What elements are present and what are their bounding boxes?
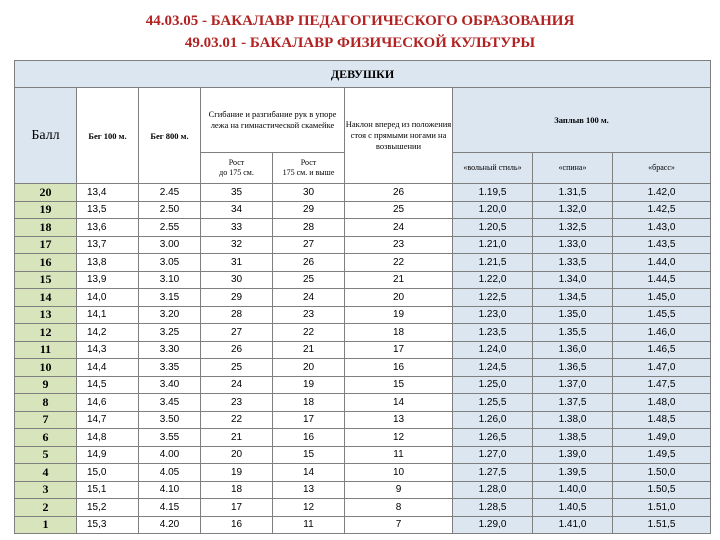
cell-run800: 3.10 [139, 271, 201, 289]
cell-score: 8 [15, 394, 77, 412]
cell-run100: 14,1 [77, 306, 139, 324]
col-bend-header: Наклон вперед из положения стоя с прямыми ногами на возвышении [345, 88, 453, 184]
cell-swim-backstroke: 1.33,0 [533, 236, 613, 254]
cell-bend: 13 [345, 411, 453, 429]
cell-swim-breaststroke: 1.42,5 [613, 201, 711, 219]
cell-swim-freestyle: 1.22,0 [453, 271, 533, 289]
cell-score: 15 [15, 271, 77, 289]
cell-bend: 24 [345, 219, 453, 237]
cell-run800: 2.45 [139, 184, 201, 202]
cell-run100: 15,3 [77, 516, 139, 534]
cell-run100: 15,0 [77, 464, 139, 482]
cell-swim-breaststroke: 1.50,5 [613, 481, 711, 499]
cell-pushup-short: 24 [201, 376, 273, 394]
cell-swim-backstroke: 1.37,0 [533, 376, 613, 394]
cell-swim-breaststroke: 1.48,0 [613, 394, 711, 412]
table-row [15, 359, 711, 377]
cell-pushup-tall: 18 [273, 394, 345, 412]
cell-pushup-short: 33 [201, 219, 273, 237]
cell-bend: 26 [345, 184, 453, 202]
table-row [15, 219, 711, 237]
cell-run100: 14,5 [77, 376, 139, 394]
cell-score: 6 [15, 429, 77, 447]
cell-swim-breaststroke: 1.45,5 [613, 306, 711, 324]
cell-pushup-tall: 15 [273, 446, 345, 464]
cell-run800: 3.35 [139, 359, 201, 377]
cell-swim-breaststroke: 1.45,0 [613, 289, 711, 307]
cell-swim-freestyle: 1.24,0 [453, 341, 533, 359]
cell-swim-breaststroke: 1.43,0 [613, 219, 711, 237]
cell-score: 5 [15, 446, 77, 464]
cell-pushup-tall: 17 [273, 411, 345, 429]
cell-run100: 13,8 [77, 254, 139, 272]
col-score-header: Балл [15, 88, 77, 184]
cell-pushup-tall: 12 [273, 499, 345, 517]
cell-pushup-short: 19 [201, 464, 273, 482]
table-row [15, 341, 711, 359]
cell-score: 10 [15, 359, 77, 377]
col-run100-header: Бег 100 м. [77, 88, 139, 184]
cell-bend: 16 [345, 359, 453, 377]
cell-run800: 3.20 [139, 306, 201, 324]
cell-bend: 22 [345, 254, 453, 272]
cell-run100: 14,0 [77, 289, 139, 307]
cell-pushup-tall: 11 [273, 516, 345, 534]
cell-swim-freestyle: 1.25,5 [453, 394, 533, 412]
table-row [15, 201, 711, 219]
cell-score: 14 [15, 289, 77, 307]
cell-swim-backstroke: 1.32,0 [533, 201, 613, 219]
cell-run100: 14,8 [77, 429, 139, 447]
table-row [15, 236, 711, 254]
cell-score: 12 [15, 324, 77, 342]
cell-score: 1 [15, 516, 77, 534]
cell-swim-backstroke: 1.41,0 [533, 516, 613, 534]
cell-score: 16 [15, 254, 77, 272]
cell-pushup-short: 25 [201, 359, 273, 377]
table-body [15, 184, 711, 534]
cell-swim-breaststroke: 1.49,5 [613, 446, 711, 464]
col-swim-header: Заплыв 100 м. [453, 88, 711, 153]
cell-swim-backstroke: 1.35,5 [533, 324, 613, 342]
cell-run100: 14,7 [77, 411, 139, 429]
header-line-1: 44.03.05 - БАКАЛАВР ПЕДАГОГИЧЕСКОГО ОБРАЗОВАНИЯ [145, 13, 575, 29]
cell-swim-breaststroke: 1.49,0 [613, 429, 711, 447]
cell-pushup-short: 26 [201, 341, 273, 359]
cell-swim-backstroke: 1.40,5 [533, 499, 613, 517]
cell-pushup-tall: 27 [273, 236, 345, 254]
cell-swim-freestyle: 1.24,5 [453, 359, 533, 377]
table-row [15, 306, 711, 324]
table-row [15, 429, 711, 447]
cell-pushup-tall: 21 [273, 341, 345, 359]
cell-pushup-tall: 19 [273, 376, 345, 394]
cell-pushup-tall: 13 [273, 481, 345, 499]
cell-swim-backstroke: 1.34,5 [533, 289, 613, 307]
cell-pushup-short: 23 [201, 394, 273, 412]
cell-pushup-tall: 30 [273, 184, 345, 202]
cell-bend: 23 [345, 236, 453, 254]
col-swim-backstroke: «спина» [533, 153, 613, 184]
cell-run800: 3.45 [139, 394, 201, 412]
table-row [15, 394, 711, 412]
cell-bend: 17 [345, 341, 453, 359]
cell-bend: 21 [345, 271, 453, 289]
cell-pushup-short: 34 [201, 201, 273, 219]
cell-run100: 13,9 [77, 271, 139, 289]
cell-pushup-short: 18 [201, 481, 273, 499]
cell-bend: 15 [345, 376, 453, 394]
cell-bend: 14 [345, 394, 453, 412]
cell-run100: 13,6 [77, 219, 139, 237]
cell-swim-breaststroke: 1.51,0 [613, 499, 711, 517]
cell-swim-freestyle: 1.26,5 [453, 429, 533, 447]
cell-swim-backstroke: 1.39,0 [533, 446, 613, 464]
cell-pushup-tall: 23 [273, 306, 345, 324]
cell-swim-breaststroke: 1.47,0 [613, 359, 711, 377]
cell-run100: 13,7 [77, 236, 139, 254]
table-row [15, 499, 711, 517]
cell-swim-backstroke: 1.39,5 [533, 464, 613, 482]
cell-run100: 14,6 [77, 394, 139, 412]
col-swim-freestyle: «вольный стиль» [453, 153, 533, 184]
cell-pushup-tall: 16 [273, 429, 345, 447]
cell-run100: 15,2 [77, 499, 139, 517]
cell-bend: 7 [345, 516, 453, 534]
col-pushup-header: Сгибание и разгибание рук в упоре лежа на гимнастической скамейке [201, 88, 345, 153]
col-pushup-sub1: Рост до 175 см. [201, 153, 273, 184]
table-row [15, 464, 711, 482]
cell-bend: 12 [345, 429, 453, 447]
cell-run800: 4.05 [139, 464, 201, 482]
cell-swim-backstroke: 1.38,5 [533, 429, 613, 447]
cell-pushup-short: 17 [201, 499, 273, 517]
cell-run800: 2.55 [139, 219, 201, 237]
cell-swim-freestyle: 1.21,5 [453, 254, 533, 272]
cell-swim-breaststroke: 1.48,5 [613, 411, 711, 429]
cell-swim-breaststroke: 1.51,5 [613, 516, 711, 534]
cell-bend: 19 [345, 306, 453, 324]
cell-swim-backstroke: 1.36,5 [533, 359, 613, 377]
cell-pushup-short: 20 [201, 446, 273, 464]
cell-pushup-short: 28 [201, 306, 273, 324]
cell-swim-freestyle: 1.20,5 [453, 219, 533, 237]
cell-run800: 3.25 [139, 324, 201, 342]
cell-bend: 18 [345, 324, 453, 342]
scores-table [14, 60, 711, 534]
cell-run100: 14,3 [77, 341, 139, 359]
header-line-2: 49.03.01 - БАКАЛАВР ФИЗИЧЕСКОЙ КУЛЬТУРЫ [184, 35, 536, 51]
cell-pushup-tall: 28 [273, 219, 345, 237]
cell-swim-freestyle: 1.28,0 [453, 481, 533, 499]
cell-pushup-short: 31 [201, 254, 273, 272]
cell-pushup-short: 32 [201, 236, 273, 254]
cell-swim-freestyle: 1.28,5 [453, 499, 533, 517]
cell-run100: 14,4 [77, 359, 139, 377]
cell-swim-breaststroke: 1.44,5 [613, 271, 711, 289]
cell-swim-backstroke: 1.34,0 [533, 271, 613, 289]
cell-score: 3 [15, 481, 77, 499]
cell-run800: 4.15 [139, 499, 201, 517]
cell-bend: 20 [345, 289, 453, 307]
cell-swim-freestyle: 1.22,5 [453, 289, 533, 307]
cell-score: 19 [15, 201, 77, 219]
cell-pushup-short: 21 [201, 429, 273, 447]
cell-swim-breaststroke: 1.43,5 [613, 236, 711, 254]
cell-score: 11 [15, 341, 77, 359]
cell-swim-backstroke: 1.36,0 [533, 341, 613, 359]
cell-pushup-tall: 24 [273, 289, 345, 307]
cell-swim-backstroke: 1.32,5 [533, 219, 613, 237]
cell-swim-freestyle: 1.20,0 [453, 201, 533, 219]
cell-pushup-short: 27 [201, 324, 273, 342]
cell-run100: 13,5 [77, 201, 139, 219]
cell-pushup-tall: 14 [273, 464, 345, 482]
cell-run100: 14,2 [77, 324, 139, 342]
cell-swim-breaststroke: 1.44,0 [613, 254, 711, 272]
cell-run800: 3.00 [139, 236, 201, 254]
cell-run800: 3.15 [139, 289, 201, 307]
cell-swim-breaststroke: 1.46,0 [613, 324, 711, 342]
table-row [15, 481, 711, 499]
cell-run800: 4.20 [139, 516, 201, 534]
cell-pushup-tall: 26 [273, 254, 345, 272]
cell-swim-freestyle: 1.27,0 [453, 446, 533, 464]
table-row [15, 446, 711, 464]
cell-pushup-tall: 29 [273, 201, 345, 219]
cell-run800: 2.50 [139, 201, 201, 219]
cell-score: 20 [15, 184, 77, 202]
cell-pushup-short: 30 [201, 271, 273, 289]
cell-score: 18 [15, 219, 77, 237]
table-row [15, 254, 711, 272]
cell-swim-backstroke: 1.38,0 [533, 411, 613, 429]
cell-pushup-short: 29 [201, 289, 273, 307]
cell-score: 7 [15, 411, 77, 429]
cell-score: 17 [15, 236, 77, 254]
table-row [15, 411, 711, 429]
col-swim-breaststroke: «брасс» [613, 153, 711, 184]
cell-run800: 3.50 [139, 411, 201, 429]
cell-run800: 3.05 [139, 254, 201, 272]
cell-bend: 11 [345, 446, 453, 464]
cell-run800: 3.55 [139, 429, 201, 447]
cell-pushup-tall: 25 [273, 271, 345, 289]
cell-score: 13 [15, 306, 77, 324]
col-run800-header: Бег 800 м. [139, 88, 201, 184]
cell-run100: 14,9 [77, 446, 139, 464]
cell-swim-breaststroke: 1.46,5 [613, 341, 711, 359]
cell-swim-breaststroke: 1.42,0 [613, 184, 711, 202]
cell-score: 9 [15, 376, 77, 394]
cell-swim-breaststroke: 1.47,5 [613, 376, 711, 394]
cell-swim-backstroke: 1.40,0 [533, 481, 613, 499]
cell-swim-freestyle: 1.23,0 [453, 306, 533, 324]
table-row [15, 184, 711, 202]
cell-run100: 13,4 [77, 184, 139, 202]
cell-run100: 15,1 [77, 481, 139, 499]
cell-score: 2 [15, 499, 77, 517]
cell-swim-breaststroke: 1.50,0 [613, 464, 711, 482]
table-row [15, 271, 711, 289]
cell-run800: 4.00 [139, 446, 201, 464]
cell-pushup-short: 22 [201, 411, 273, 429]
cell-pushup-tall: 20 [273, 359, 345, 377]
cell-swim-freestyle: 1.29,0 [453, 516, 533, 534]
cell-swim-backstroke: 1.31,5 [533, 184, 613, 202]
cell-swim-backstroke: 1.33,5 [533, 254, 613, 272]
cell-swim-freestyle: 1.26,0 [453, 411, 533, 429]
cell-swim-freestyle: 1.25,0 [453, 376, 533, 394]
table-row [15, 324, 711, 342]
cell-swim-freestyle: 1.19,5 [453, 184, 533, 202]
cell-score: 4 [15, 464, 77, 482]
cell-pushup-short: 16 [201, 516, 273, 534]
cell-run800: 3.30 [139, 341, 201, 359]
table-row [15, 289, 711, 307]
page-header [0, 10, 720, 54]
cell-swim-backstroke: 1.35,0 [533, 306, 613, 324]
cell-bend: 25 [345, 201, 453, 219]
cell-bend: 10 [345, 464, 453, 482]
table-row [15, 516, 711, 534]
band-title: ДЕВУШКИ [15, 61, 711, 88]
col-pushup-sub2: Рост 175 см. и выше [273, 153, 345, 184]
cell-swim-freestyle: 1.27,5 [453, 464, 533, 482]
cell-run800: 4.10 [139, 481, 201, 499]
cell-bend: 8 [345, 499, 453, 517]
cell-bend: 9 [345, 481, 453, 499]
cell-swim-freestyle: 1.21,0 [453, 236, 533, 254]
cell-pushup-tall: 22 [273, 324, 345, 342]
cell-swim-freestyle: 1.23,5 [453, 324, 533, 342]
table-row [15, 376, 711, 394]
cell-run800: 3.40 [139, 376, 201, 394]
cell-swim-backstroke: 1.37,5 [533, 394, 613, 412]
cell-pushup-short: 35 [201, 184, 273, 202]
